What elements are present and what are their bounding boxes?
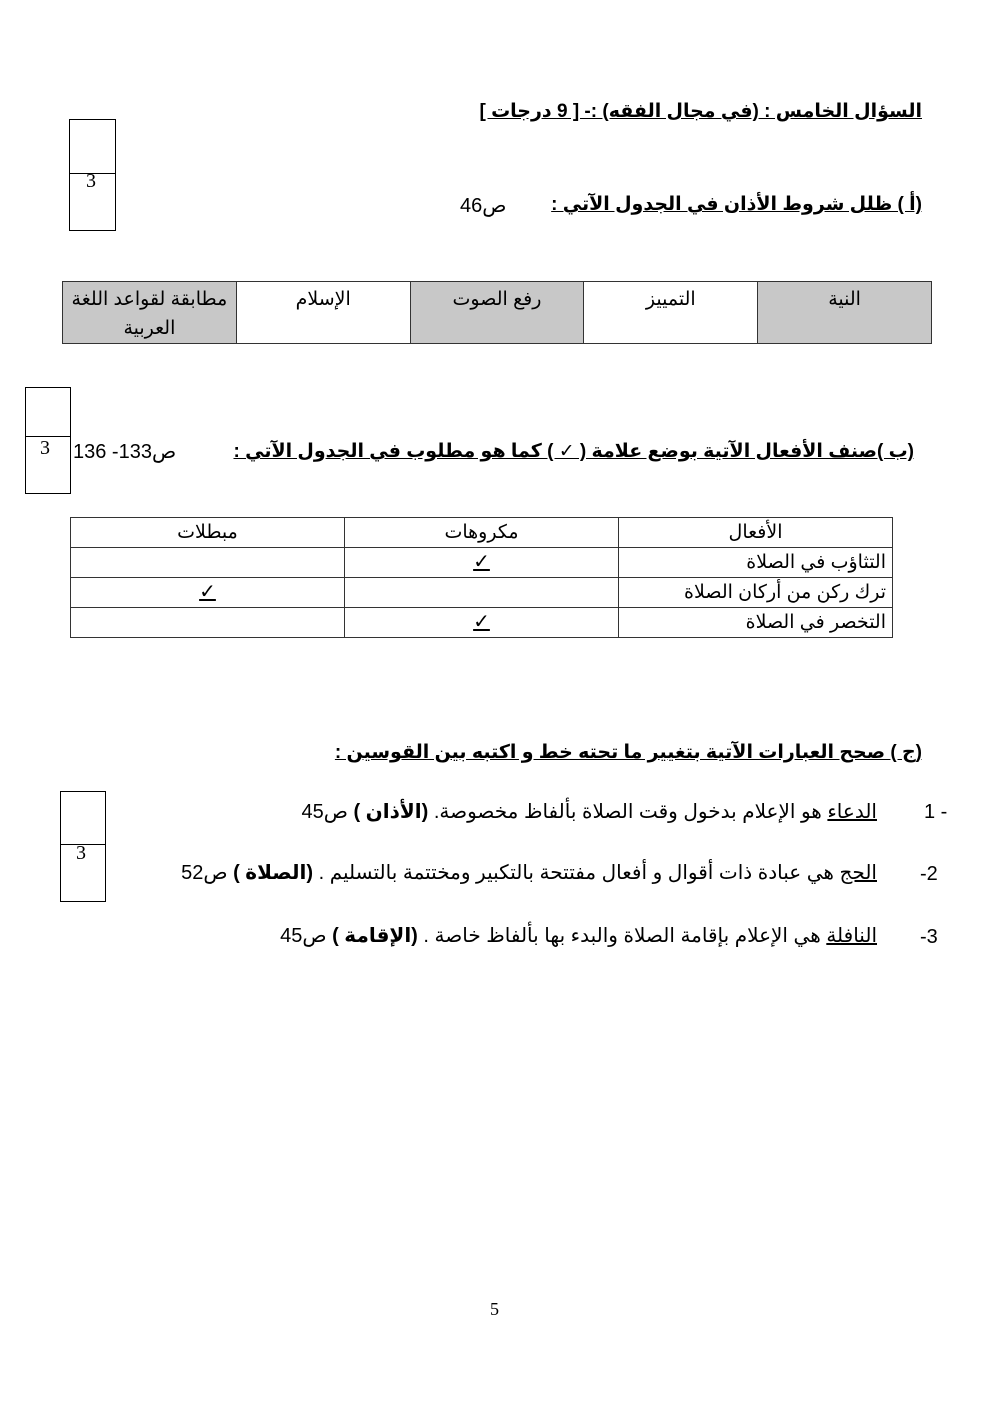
- check-mark-icon: ✓: [199, 581, 216, 603]
- section-c-score: 3: [76, 842, 86, 864]
- table-row: [71, 578, 893, 608]
- answer: (الصلاة ): [233, 862, 314, 884]
- section-b-table: [70, 517, 893, 638]
- underlined-word: الدعاء: [827, 801, 877, 823]
- makruhat-cell[interactable]: [345, 608, 619, 638]
- item-number: -2: [920, 863, 938, 885]
- section-a-score: 3: [86, 170, 96, 192]
- makruhat-cell[interactable]: [345, 578, 619, 608]
- section-a-page-ref: ص46: [460, 195, 507, 217]
- action-cell: التخصر في الصلاة: [619, 608, 893, 638]
- condition-cell[interactable]: مطابقة لقواعد اللغة العربية: [63, 282, 237, 344]
- table-row: [71, 608, 893, 638]
- list-item: الحج هي عبادة ذات أقوال و أفعال مفتتحة بالتكبير ومختتمة بالتسليم . (الصلاة ) ص52: [181, 862, 877, 884]
- question-title: السؤال الخامس : (في مجال الفقه) :- [ 9 درجات ]: [479, 101, 922, 122]
- action-cell: ترك ركن من أركان الصلاة: [619, 578, 893, 608]
- answer: (الإقامة ): [332, 925, 418, 947]
- section-c-score-box: [60, 791, 106, 902]
- section-b-score: 3: [40, 437, 50, 459]
- mubtilat-cell[interactable]: [71, 578, 345, 608]
- item-number: -3: [920, 926, 938, 948]
- item-number: 1 -: [924, 801, 948, 823]
- section-b-score-box: [25, 387, 71, 494]
- answer: (الأذان ): [353, 801, 429, 823]
- page-ref: ص45: [301, 801, 354, 823]
- list-item: الدعاء هو الإعلام بدخول وقت الصلاة بألفاظ مخصوصة. (الأذان ) ص45: [301, 801, 877, 823]
- makruhat-cell[interactable]: [345, 548, 619, 578]
- table-row: [71, 548, 893, 578]
- condition-cell[interactable]: التمييز: [584, 282, 758, 344]
- section-c-title: (ج ) صحح العبارات الآتية بتغيير ما تحته خط و اكتبه بين القوسين :: [334, 742, 922, 763]
- condition-cell[interactable]: الإسلام: [236, 282, 410, 344]
- table-header: مكروهات: [345, 518, 619, 548]
- mubtilat-cell[interactable]: [71, 608, 345, 638]
- table-header: مبطلات: [71, 518, 345, 548]
- section-a-score-box: [69, 119, 116, 231]
- table-header: الأفعال: [619, 518, 893, 548]
- page-number: 5: [490, 1299, 499, 1319]
- page-ref: ص45: [280, 925, 333, 947]
- condition-cell[interactable]: رفع الصوت: [410, 282, 584, 344]
- check-mark-icon: ✓: [473, 551, 490, 573]
- underlined-word: الحج: [839, 862, 877, 884]
- check-mark-icon: ✓: [473, 611, 490, 633]
- section-b-page-ref: ص133- 136: [73, 441, 177, 463]
- list-item: النافلة هي الإعلام بإقامة الصلاة والبدء بها بألفاظ خاصة . (الإقامة ) ص45: [280, 925, 877, 947]
- condition-cell[interactable]: النية: [758, 282, 932, 344]
- mubtilat-cell[interactable]: [71, 548, 345, 578]
- underlined-word: النافلة: [826, 925, 877, 947]
- section-b-title: (ب )صنف الأفعال الآتية بوضع علامة ( ✓ ) كما هو مطلوب في الجدول الآتي :: [233, 441, 914, 462]
- section-a-title: (أ ) ظلل شروط الأذان في الجدول الآتي :: [551, 194, 922, 215]
- page-ref: ص52: [181, 862, 234, 884]
- section-a-table: [62, 281, 932, 344]
- action-cell: التثاؤب في الصلاة: [619, 548, 893, 578]
